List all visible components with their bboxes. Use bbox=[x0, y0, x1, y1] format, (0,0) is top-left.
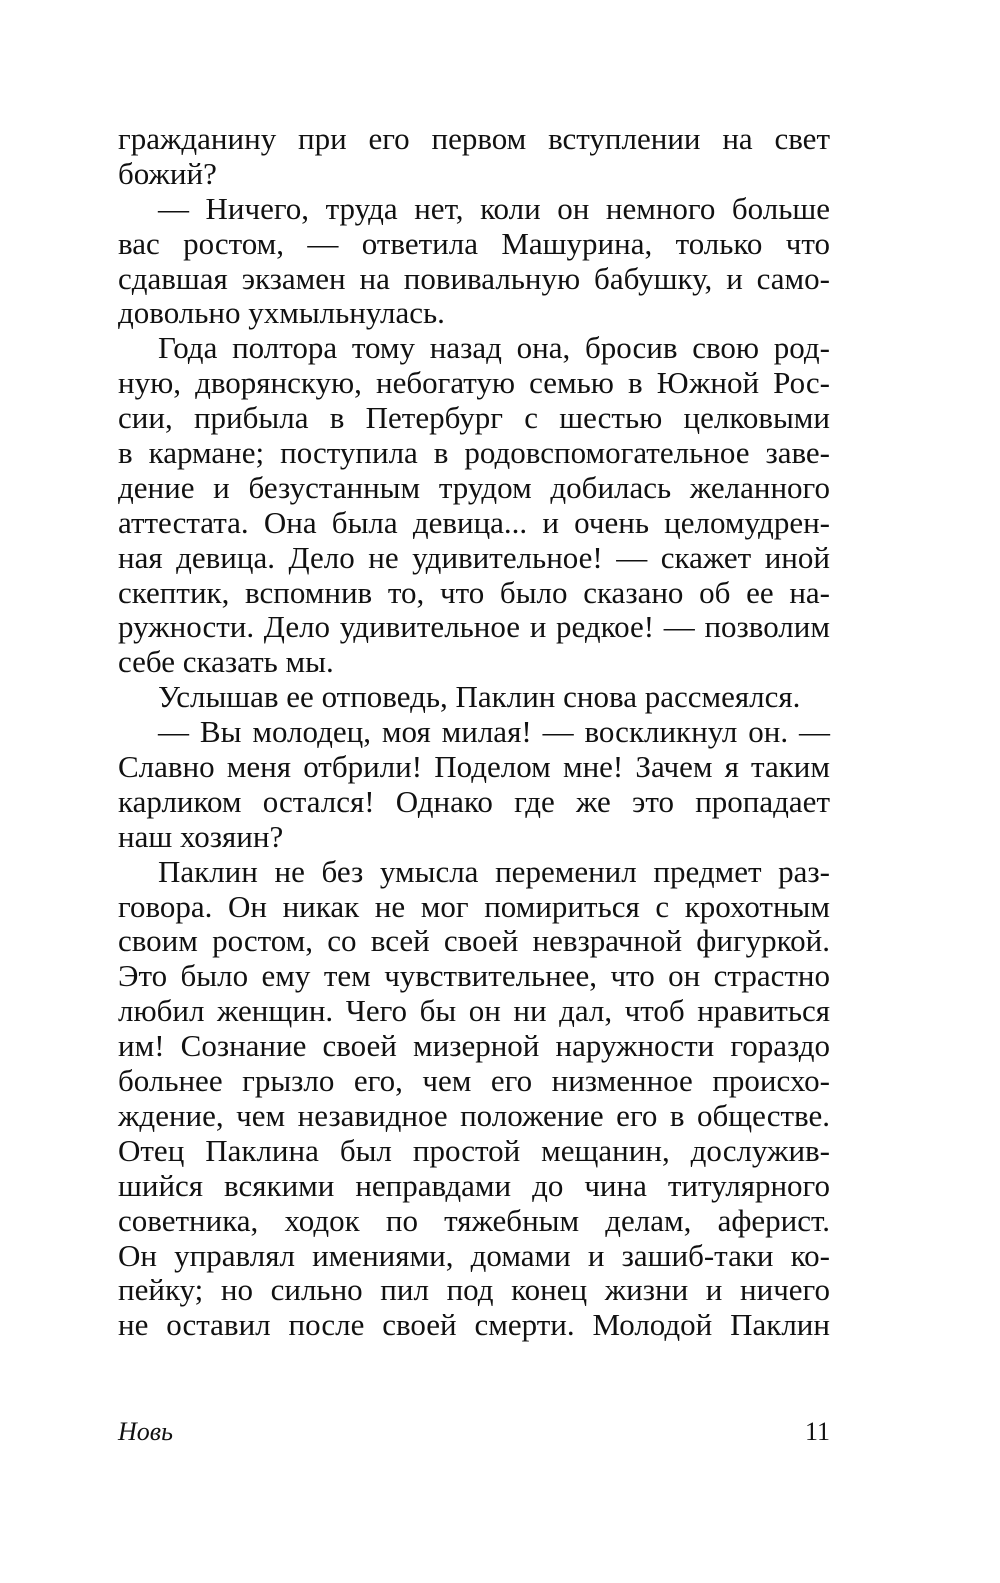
text-line: Отец Паклина был простой мещанин, дослужив- bbox=[118, 1132, 830, 1168]
text-line: вас ростом, — ответила Машурина, только что bbox=[118, 225, 830, 261]
page-number: 11 bbox=[804, 1417, 830, 1446]
text-line: любил женщин. Чего бы он ни дал, чтоб нравиться bbox=[118, 993, 830, 1029]
text-line: Он управлял имениями, домами и зашиб-таки ко- bbox=[118, 1237, 830, 1273]
page-footer bbox=[118, 1414, 830, 1450]
text-line: дение и безустанным трудом добилась желанного bbox=[118, 469, 830, 505]
text-line: Паклин не без умысла переменил предмет раз- bbox=[158, 853, 830, 889]
text-line: советника, ходок по тяжебным делам, аферист. bbox=[118, 1202, 830, 1238]
body-text bbox=[118, 122, 830, 1343]
text-line: — Ничего, труда нет, коли он немного больше bbox=[158, 190, 830, 226]
text-line: скептик, вспомнив то, что было сказано об ее на- bbox=[118, 574, 830, 610]
text-line: довольно ухмыльнулась. bbox=[118, 295, 445, 331]
text-line: себе сказать мы. bbox=[118, 644, 334, 680]
text-line: Года полтора тому назад она, бросив свою род- bbox=[158, 330, 830, 366]
text-line: ная девица. Дело не удивительное! — скажет иной bbox=[118, 539, 830, 575]
text-line: шийся всякими неправдами до чина титулярного bbox=[118, 1167, 830, 1203]
text-line: карликом остался! Однако где же это пропадает bbox=[118, 783, 830, 819]
text-line: говора. Он никак не мог помириться с крохотным bbox=[118, 888, 830, 924]
text-line: им! Сознание своей мизерной наружности гораздо bbox=[118, 1028, 830, 1064]
text-line: наш хозяин? bbox=[118, 818, 284, 854]
text-line: Славно меня отбрили! Поделом мне! Зачем я таким bbox=[118, 749, 830, 785]
text-line: Услышав ее отповедь, Паклин снова рассмеялся. bbox=[158, 679, 801, 715]
text-line: ную, дворянскую, небогатую семью в Южной Рос- bbox=[118, 365, 830, 401]
text-line: Это было ему тем чувствительнее, что он страстно bbox=[118, 958, 830, 994]
text-line: гражданину при его первом вступлении на свет bbox=[118, 121, 830, 156]
running-title: Новь bbox=[118, 1417, 173, 1446]
text-line: своим ростом, со всей своей невзрачной фигуркой. bbox=[118, 923, 830, 959]
text-line: ружности. Дело удивительное и редкое! — позволим bbox=[118, 609, 830, 645]
text-line: пейку; но сильно пил под конец жизни и ничего bbox=[118, 1272, 830, 1308]
text-line: в кармане; поступила в родовспомогательное заве- bbox=[118, 435, 830, 471]
text-line: божий? bbox=[118, 155, 217, 191]
text-line: сии, прибыла в Петербург с шестью целковыми bbox=[118, 400, 830, 436]
text-line: не оставил после своей смерти. Молодой Паклин bbox=[118, 1307, 830, 1343]
text-line: ждение, чем незавидное положение его в обществе. bbox=[118, 1097, 830, 1133]
text-line: — Вы молодец, моя милая! — воскликнул он. — bbox=[158, 714, 830, 750]
text-line: сдавшая экзамен на повивальную бабушку, и само- bbox=[118, 260, 830, 296]
text-line: аттестата. Она была девица... и очень целомудрен- bbox=[118, 504, 830, 540]
text-line: больнее грызло его, чем его низменное происхо- bbox=[118, 1063, 830, 1099]
